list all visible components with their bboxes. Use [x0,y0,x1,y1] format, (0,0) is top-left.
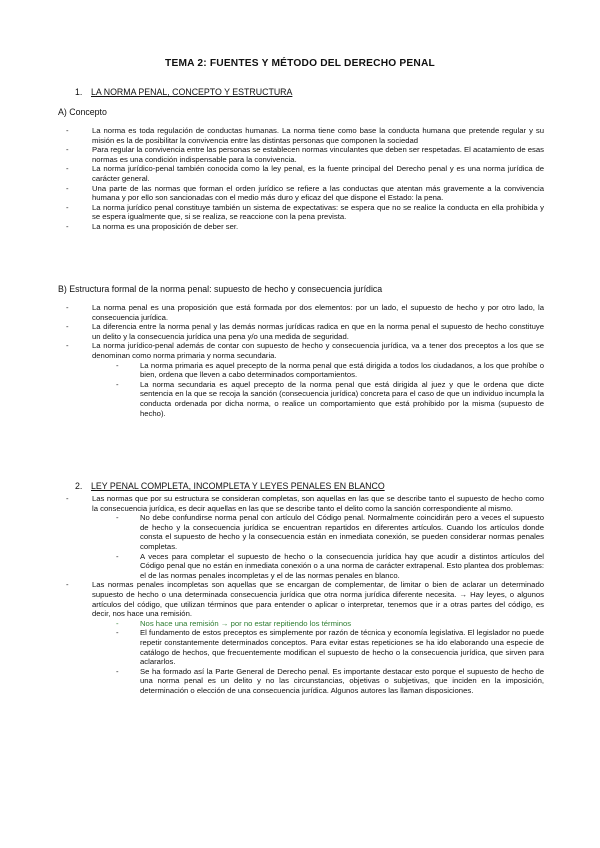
list-item: - La norma es una proposición de deber ser. [66,221,239,231]
list-item: - Las normas penales incompletas son aquellas que se encargan de complementar, de limitar o bien de aclarar un determinado supuesto de hecho o una determinada consecuencia jurídica que otra norma jurídica diferente necesita. → Hay leyes, o algunos artículos del código, que utilizan términos que para entender o aplicar o interpretar, tenemos que ir a otras partes del código, es decir, nos hace una remisión. - Nos hace una remisión → por no estar repitiendo los términos - El fundamento de estos preceptos es simplemente por razón de técnica y economía legislativa. El legislador no puede repetir constantemente determinados conceptos. Para evitar estas repeticiones se ha ido elaborando una especie de catálogo de hechos, que frecuentemente modifican el supuesto de hecho o la consecuencia jurídica, que sirven para aclararlos. - Se ha formado así la Parte General de Derecho penal. Es importante destacar esto porque el supuesto de hecho de una norma penal es un delito y no las circunstancias, objetivas o subjetivas, que inciden en la imposición, determinación o elección de una consecuencia jurídica. Algunos autores las llaman disposiciones. [66,580,544,695]
list-item: - La norma jurídico-penal también conocida como la ley penal, es la fuente principal del Derecho penal y es una norma jurídica de carácter general. [66,164,544,183]
section-1-title: LA NORMA PENAL, CONCEPTO Y ESTRUCTURA [91,87,293,97]
list-item: - Las normas que por su estructura se consideran completas, son aquellas en las que se describe tanto el supuesto de hecho como la consecuencia jurídica, es decir aquellas en las que se describe tanto el delito como la sanción correspondiente al mismo. - No debe confundirse norma penal con artículo del Código penal. Normalmente coincidirán pero a veces el supuesto de hecho y la consecuencia jurídica se encuentran repartidos en diferentes artículos. Cuando los artículos donde consta el supuesto de hecho y la consecuencia están en inmediata conexión, se pueden considerar normas penales completas. - A veces para completar el supuesto de hecho o la consecuencia jurídica hay que acudir a distintos artículos del Código penal que no están en inmediata conexión o a una norma de carácter extrapenal. Esto plantea dos problemas: el de las normas penales incompletas y el de las normas penales en blanco. [66,494,544,580]
sub-list-item: - La norma primaria es aquel precepto de la norma penal que está dirigida a todos los ciudadanos, a los que prohíbe o bien, ordena que lleven a cabo determinados comportamientos. [116,360,544,380]
sub-list-item: - A veces para completar el supuesto de hecho o la consecuencia jurídica hay que acudir a distintos artículos del Código penal que no están en inmediata conexión o a una norma de carácter extrapenal. Esto plantea dos problemas: el de las normas penales incompletas y el de las normas penales en blanco. [116,551,544,580]
sub-list-item: - El fundamento de estos preceptos es simplemente por razón de técnica y economía legislativa. El legislador no puede repetir constantemente determinados conceptos. Para evitar estas repeticiones se ha ido elaborando una especie de catálogo de hechos, que frecuentemente modifican el supuesto de hecho o la consecuencia jurídica, que sirven para aclararlos. [116,628,544,667]
sub-list-item: - Se ha formado así la Parte General de Derecho penal. Es importante destacar esto porque el supuesto de hecho de una norma penal es un delito y no las circunstancias, objetivas o subjetivas, que inciden en la imposición, determinación o elección de una consecuencia jurídica. Algunos autores las llaman disposiciones. [116,666,544,695]
estructura-list [66,303,544,418]
list-item: - La norma jurídico penal constituye también un sistema de expectativas: se espera que no se realice la conducta en ella prohibida y se espera igualmente que, si se realiza, se reaccione con la pena prevista. [66,202,544,222]
list-item: - La norma es toda regulación de conductas humanas. La norma tiene como base la conducta humana que pretende regular y su misión es la de posibilitar la convivencia entre las distintas personas que componen la sociedad [66,126,544,145]
concepto-list [66,126,544,232]
sub-list-item: - No debe confundirse norma penal con artículo del Código penal. Normalmente coincidirán pero a veces el supuesto de hecho y la consecuencia jurídica se encuentran repartidos en diferentes artículos. Cuando los artículos donde consta el supuesto de hecho y la consecuencia están en inmediata conexión, se pueden considerar normas penales completas. [116,513,544,551]
ley-penal-list [66,494,544,695]
list-item: - Una parte de las normas que forman el orden jurídico se refiere a las conductas que atentan más gravemente a la convivencia humana y por ello son sancionadas con el medio más duro y eficaz del que dispone el Estado: la pena. [66,183,544,203]
sub-list-item-highlighted: - Nos hace una remisión → por no estar repitiendo los términos [116,618,352,628]
list-item: - Para regular la convivencia entre las personas se establecen normas vinculantes que deben ser respetadas. El acatamiento de esas normas es una condición indispensable para la convivencia. [66,145,544,164]
section-2-heading [75,481,385,491]
list-item: - La diferencia entre la norma penal y las demás normas jurídicas radica en que en la norma penal el supuesto de hecho constituye un delito y la consecuencia jurídica una pena y/o una medida de seguridad. [66,322,544,341]
list-item: - La norma jurídico-penal además de contar con supuesto de hecho y consecuencia jurídica, va a tener dos preceptos a los que se denominan como norma primaria y norma secundaria. - La norma primaria es aquel precepto de la norma penal que está dirigida a todos los ciudadanos, a los que prohíbe o bien, ordena que lleven a cabo determinados comportamientos. - La norma secundaria es aquel precepto de la norma penal que está dirigida al juez y que le ordena que dicte sentencia en la que se recoja la sanción (consecuencia jurídica) concreta para el caso de que un individuo incumpla la conducta ordenada por dicha norma, o realice un comportamiento que está prohibido por la misma (supuesto de hecho). [66,341,544,418]
section-2-title: LEY PENAL COMPLETA, INCOMPLETA Y LEYES PENALES EN BLANCO [91,481,385,491]
section-2-number: 2. [75,481,83,491]
section-1-heading [75,87,292,97]
sub-list-item: - La norma secundaria es aquel precepto de la norma penal que está dirigida al juez y que le ordena que dicte sentencia en la que se recoja la sanción (consecuencia jurídica) concreta para el caso de que un individuo incumpla la conducta ordenada por dicha norma, o realice un comportamiento que está prohibido por la misma (supuesto de hecho). [116,379,544,418]
subsection-b-heading: B) Estructura formal de la norma penal: supuesto de hecho y consecuencia jurídica [58,284,383,294]
subsection-a-heading: A) Concepto [58,107,107,117]
section-1-number: 1. [75,87,83,97]
document-title: TEMA 2: FUENTES Y MÉTODO DEL DERECHO PENAL [165,58,435,69]
list-item: - La norma penal es una proposición que está formada por dos elementos: por un lado, el supuesto de hecho y por otro lado, la consecuencia jurídica. [66,303,544,322]
